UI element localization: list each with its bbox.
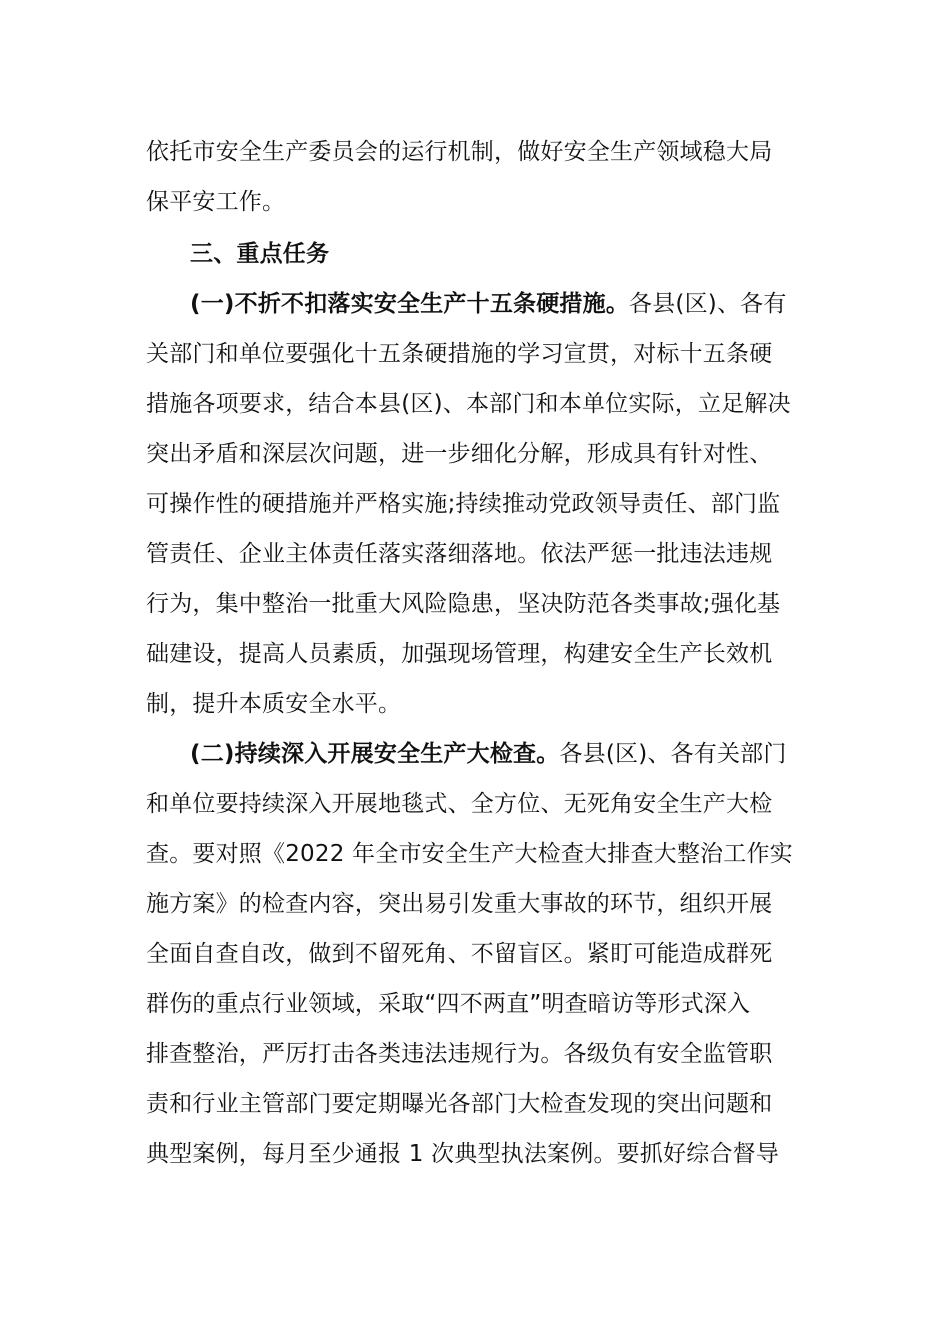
- item1-line: 措施各项要求，结合本县(区)、本部门和本单位实际，立足解决: [146, 391, 791, 417]
- document-body: [146, 127, 816, 1179]
- item2-first-line: [146, 729, 816, 779]
- item2-lead: (二)持续深入开展安全生产大检查。: [190, 741, 560, 767]
- item2-line: 排查整治，严厉打击各类违法违规行为。各级负有安全监管职: [146, 1041, 773, 1067]
- item2-line: 全面自查自改，做到不留死角、不留盲区。紧盯可能造成群死: [146, 941, 773, 967]
- item1-line: 突出矛盾和深层次问题，进一步细化分解，形成具有针对性、: [146, 441, 773, 467]
- item2-first-line-rest: 各县(区)、各有关部门: [559, 741, 787, 767]
- item1-line: 关部门和单位要强化十五条硬措施的学习宣贯，对标十五条硬: [146, 341, 773, 367]
- item1-line: 础建设，提高人员素质，加强现场管理，构建安全生产长效机: [146, 641, 773, 667]
- item2-line: 责和行业主管部门要定期曝光各部门大检查发现的突出问题和: [146, 1091, 773, 1117]
- item1-first-line: [146, 279, 816, 329]
- item1-line: 行为，集中整治一批重大风险隐患，坚决防范各类事故;强化基: [146, 591, 781, 617]
- item2-line: 群伤的重点行业领域，采取“四不两直”明查暗访等形式深入: [146, 991, 751, 1017]
- intro-line-1: 依托市安全生产委员会的运行机制，做好安全生产领域稳大局: [146, 139, 773, 165]
- intro-line-2: 保平安工作。: [146, 189, 286, 215]
- item2-line: 典型案例，每月至少通报 1 次典型执法案例。要抓好综合督导: [146, 1141, 780, 1167]
- item1-line: 管责任、企业主体责任落实落细落地。依法严惩一批违法违规: [146, 541, 773, 567]
- item1-line: 可操作性的硬措施并严格实施;持续推动党政领导责任、部门监: [146, 491, 781, 517]
- item1-line: 制，提升本质安全水平。: [146, 691, 402, 717]
- item1-first-line-rest: 各县(区)、各有: [629, 291, 787, 317]
- item1-lead: (一)不折不扣落实安全生产十五条硬措施。: [190, 291, 630, 317]
- section-heading: 三、重点任务: [190, 241, 330, 267]
- item2-line: 和单位要持续深入开展地毯式、全方位、无死角安全生产大检: [146, 791, 773, 817]
- item2-line: 查。要对照《2022 年全市安全生产大检查大排查大整治工作实: [146, 841, 793, 867]
- item2-line: 施方案》的检查内容，突出易引发重大事故的环节，组织开展: [146, 891, 773, 917]
